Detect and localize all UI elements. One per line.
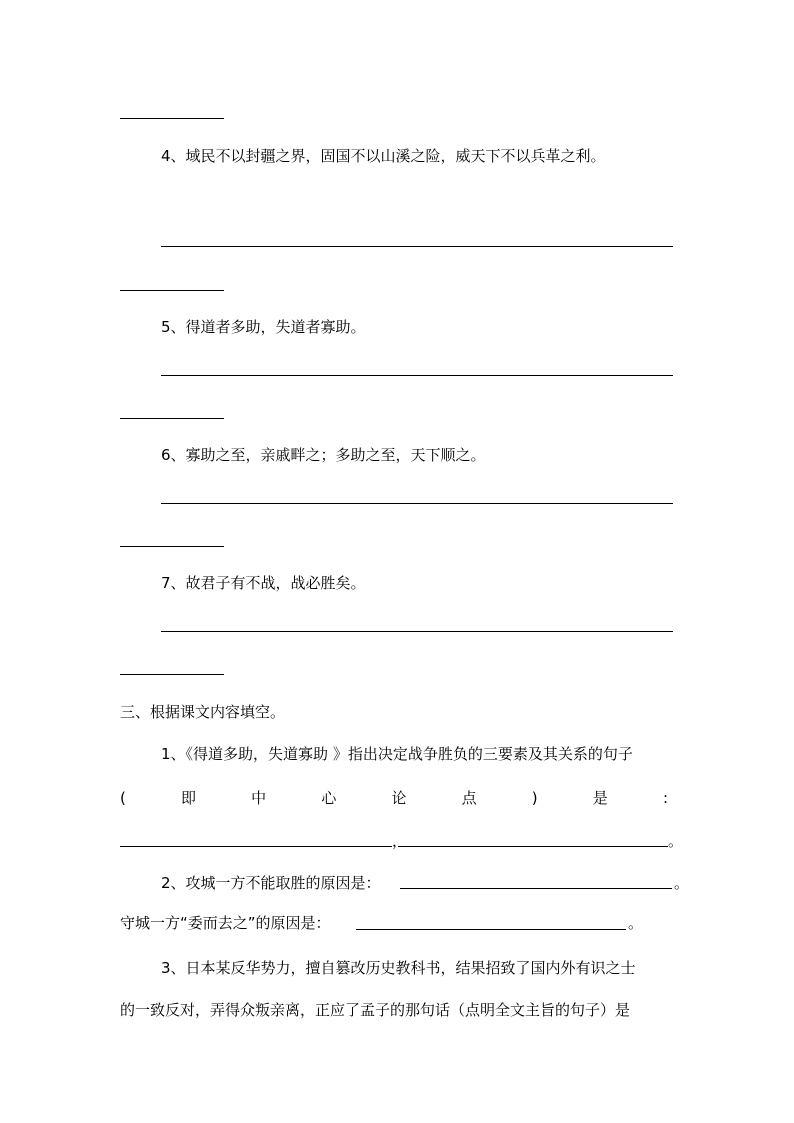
answer-line-item-5[interactable] [161, 375, 673, 376]
answer-blank-q1-b[interactable] [398, 846, 668, 847]
q2b-end-mark: 。 [628, 914, 644, 932]
q2-end-mark: 。 [674, 874, 690, 892]
spread-char: 心 [321, 789, 337, 807]
spread-char: 点 [461, 789, 477, 807]
answer-line-short[interactable] [120, 674, 224, 675]
spread-char: 即 [181, 789, 197, 807]
question-1-spread-line [120, 788, 668, 808]
spread-char: ( [120, 789, 126, 807]
answer-blank-q2[interactable] [400, 888, 672, 889]
item-6-text: 6、寡助之至，亲戚畔之；多助之至，天下顺之。 [161, 446, 486, 464]
answer-line-item-4[interactable] [161, 246, 673, 247]
answer-blank-q2b[interactable] [356, 929, 626, 930]
spread-char: 是 [592, 789, 608, 807]
question-2-text: 2、攻城一方不能取胜的原因是： [161, 874, 381, 892]
q1-comma: ， [392, 832, 408, 850]
answer-line-short[interactable] [120, 290, 224, 291]
q1-end-mark: 。 [668, 832, 684, 850]
question-2b-text: 守城一方“委而去之”的原因是： [120, 914, 331, 932]
spread-char: 中 [251, 789, 267, 807]
question-3-line-2: 的一致反对，弄得众叛亲离，正应了孟子的那句话（点明全文主旨的句子）是 [120, 1001, 631, 1019]
answer-line-item-7[interactable] [161, 631, 673, 632]
spread-char: : [662, 789, 668, 807]
answer-blank-q1-a[interactable] [120, 846, 392, 847]
item-5-text: 5、得道者多助，失道者寡助。 [161, 318, 366, 336]
question-3-line-1: 3、日本某反华势力，擅自篡改历史教科书，结果招致了国内外有识之士 [161, 959, 636, 977]
spread-char: 论 [391, 789, 407, 807]
answer-line-item-6[interactable] [161, 503, 673, 504]
answer-line-short[interactable] [120, 118, 224, 119]
item-4-text: 4、域民不以封疆之界，固国不以山溪之险，威天下不以兵革之利。 [161, 147, 606, 165]
item-7-text: 7、故君子有不战，战必胜矣。 [161, 574, 366, 592]
spread-char: ) [531, 789, 538, 807]
answer-line-short[interactable] [120, 546, 224, 547]
answer-line-short[interactable] [120, 418, 224, 419]
section-three-heading: 三、根据课文内容填空。 [120, 703, 286, 721]
question-1-text: 1、《得道多助，失道寡助 》指出决定战争胜负的三要素及其关系的句子 [161, 745, 633, 763]
